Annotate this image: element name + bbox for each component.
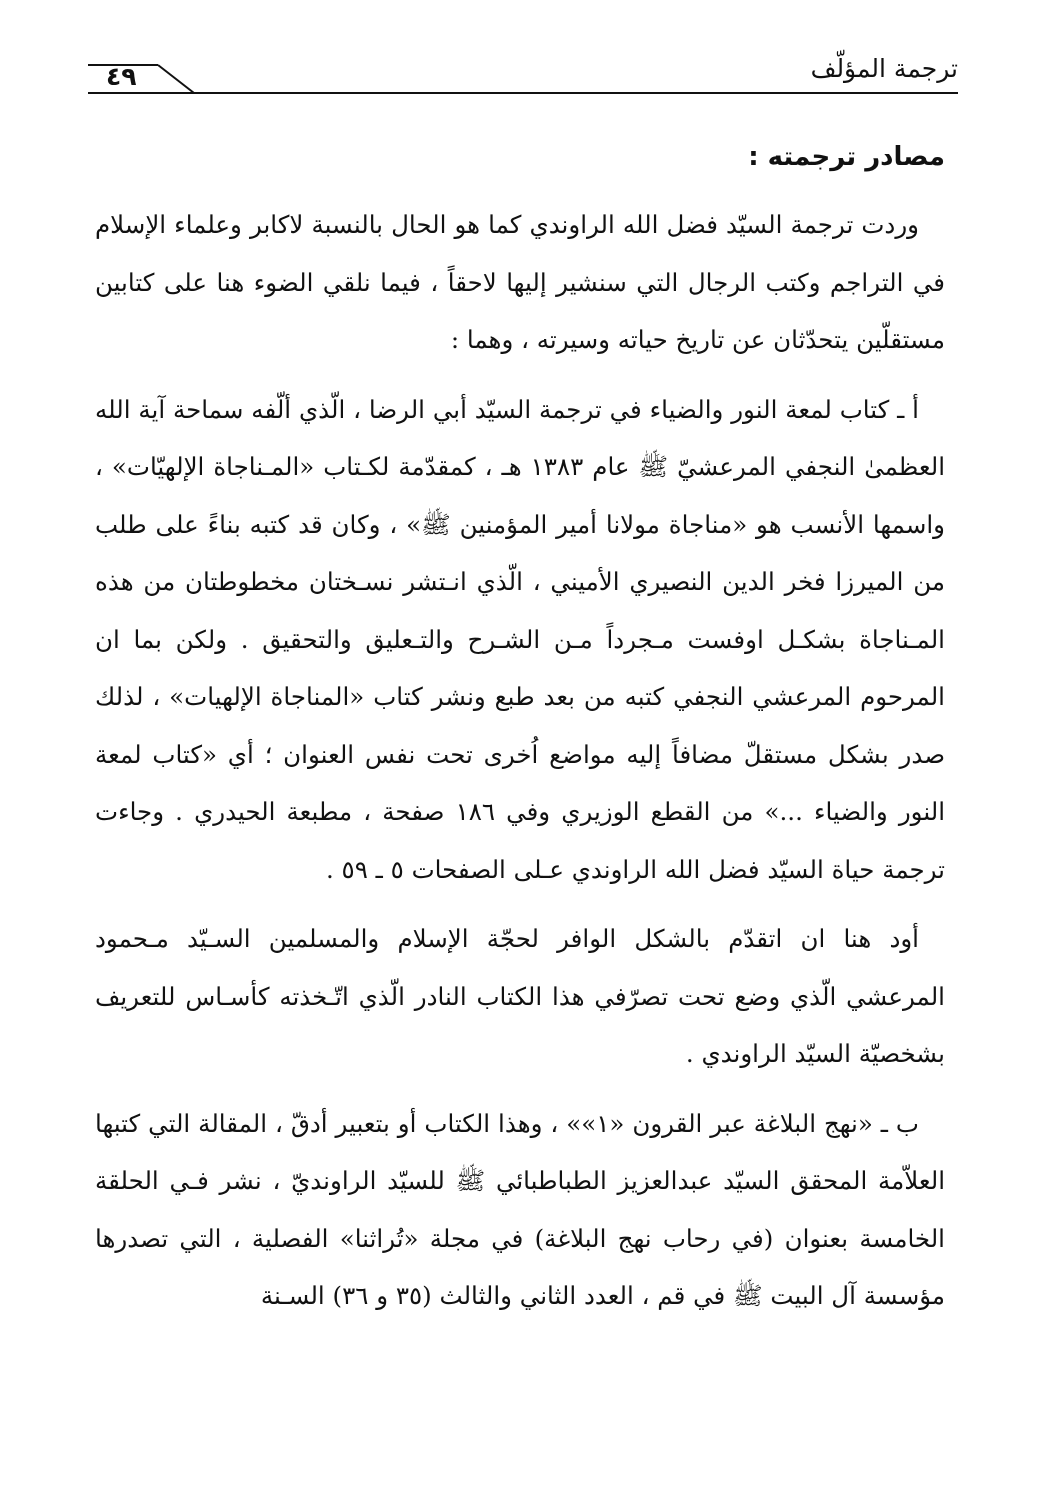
paragraph-intro: وردت ترجمة السيّد فضل الله الراوندي كما هو الحال بالنسبة لاكابر وعلماء الإسلام في التراجم وكتب الرجال التي سنشير إليها لاحقاً ، فيما نلقي الضوء هنا على كتابين مستقلّين يتحدّثان عن تاريخ حياته وسيرته ، وهما : <box>95 210 945 354</box>
running-header <box>88 52 958 98</box>
paragraph-source-b: ب ـ «نهج البلاغة عبر القرون «١»» ، وهذا الكتاب أو بتعبير أدقّ ، المقالة التي كتبها العلاّمة المحقق السيّد عبدالعزيز الطباطبائي ﷺ للسيّد الراونديّ ، نشر فـي الحلقة الخامسة بعنوان (في رحاب نهج البلاغة) في مجلة «تُراثنا» الفصلية ، التي تصدرها مؤسسة آل البيت ﷺ في قم ، العدد الثاني والثالث (٣٥ و ٣٦) السـنة <box>95 1108 945 1310</box>
running-header-title: ترجمة المؤلّف <box>810 54 958 83</box>
section-heading: مصادر ترجمته : <box>748 142 945 172</box>
main-content <box>95 134 945 1337</box>
paragraph-source-a: أ ـ كتاب لمعة النور والضياء في ترجمة السيّد أبي الرضا ، الّذي ألّفه سماحة آية الله العظمىٰ النجفي المرعشيّ ﷺ عام ١٣٨٣ هـ ، كمقدّمة لكـتاب «المـناجاة الإلهيّات» ، واسمها الأنسب هو «مناجاة مولانا أمير المؤمنين ﷺ» ، وكان قد كتبه بناءً على طلب من الميرزا فخر الدين النصيري الأميني ، الّذي انـتشر نسـختان مخطوطتان من هذه المـناجاة بشكـل اوفست مـجرداً مـن الشـرح والتـعليق والتحقيق . ولكن بما ان المرحوم المرعشي النجفي كتبه من بعد طبع ونشر كتاب «المناجاة الإلهيات» ، لذلك صدر بشكل مستقلّ مضافاً إليه مواضع اُخرى تحت نفس العنوان ؛ أي «كتاب لمعة النور والضياء ...» من القطع الوزيري وفي ١٨٦ صفحة ، مطبعة الحيدري . وجاءت ترجمة حياة السيّد فضل الله الراوندي عـلى الصفحات ٥ ـ ٥٩ . <box>95 394 945 884</box>
page-number: ٤٩ <box>106 62 137 91</box>
paragraph-acknowledgement: أود هنا ان اتقدّم بالشكل الوافر لحجّة الإسلام والمسلمين السـيّد مـحمود المرعشي الّذي وضع تحت تصرّفي هذا الكتاب النادر الّذي اتّـخذته كأسـاس للتعريف بشخصيّة السيّد الراوندي . <box>95 924 945 1068</box>
